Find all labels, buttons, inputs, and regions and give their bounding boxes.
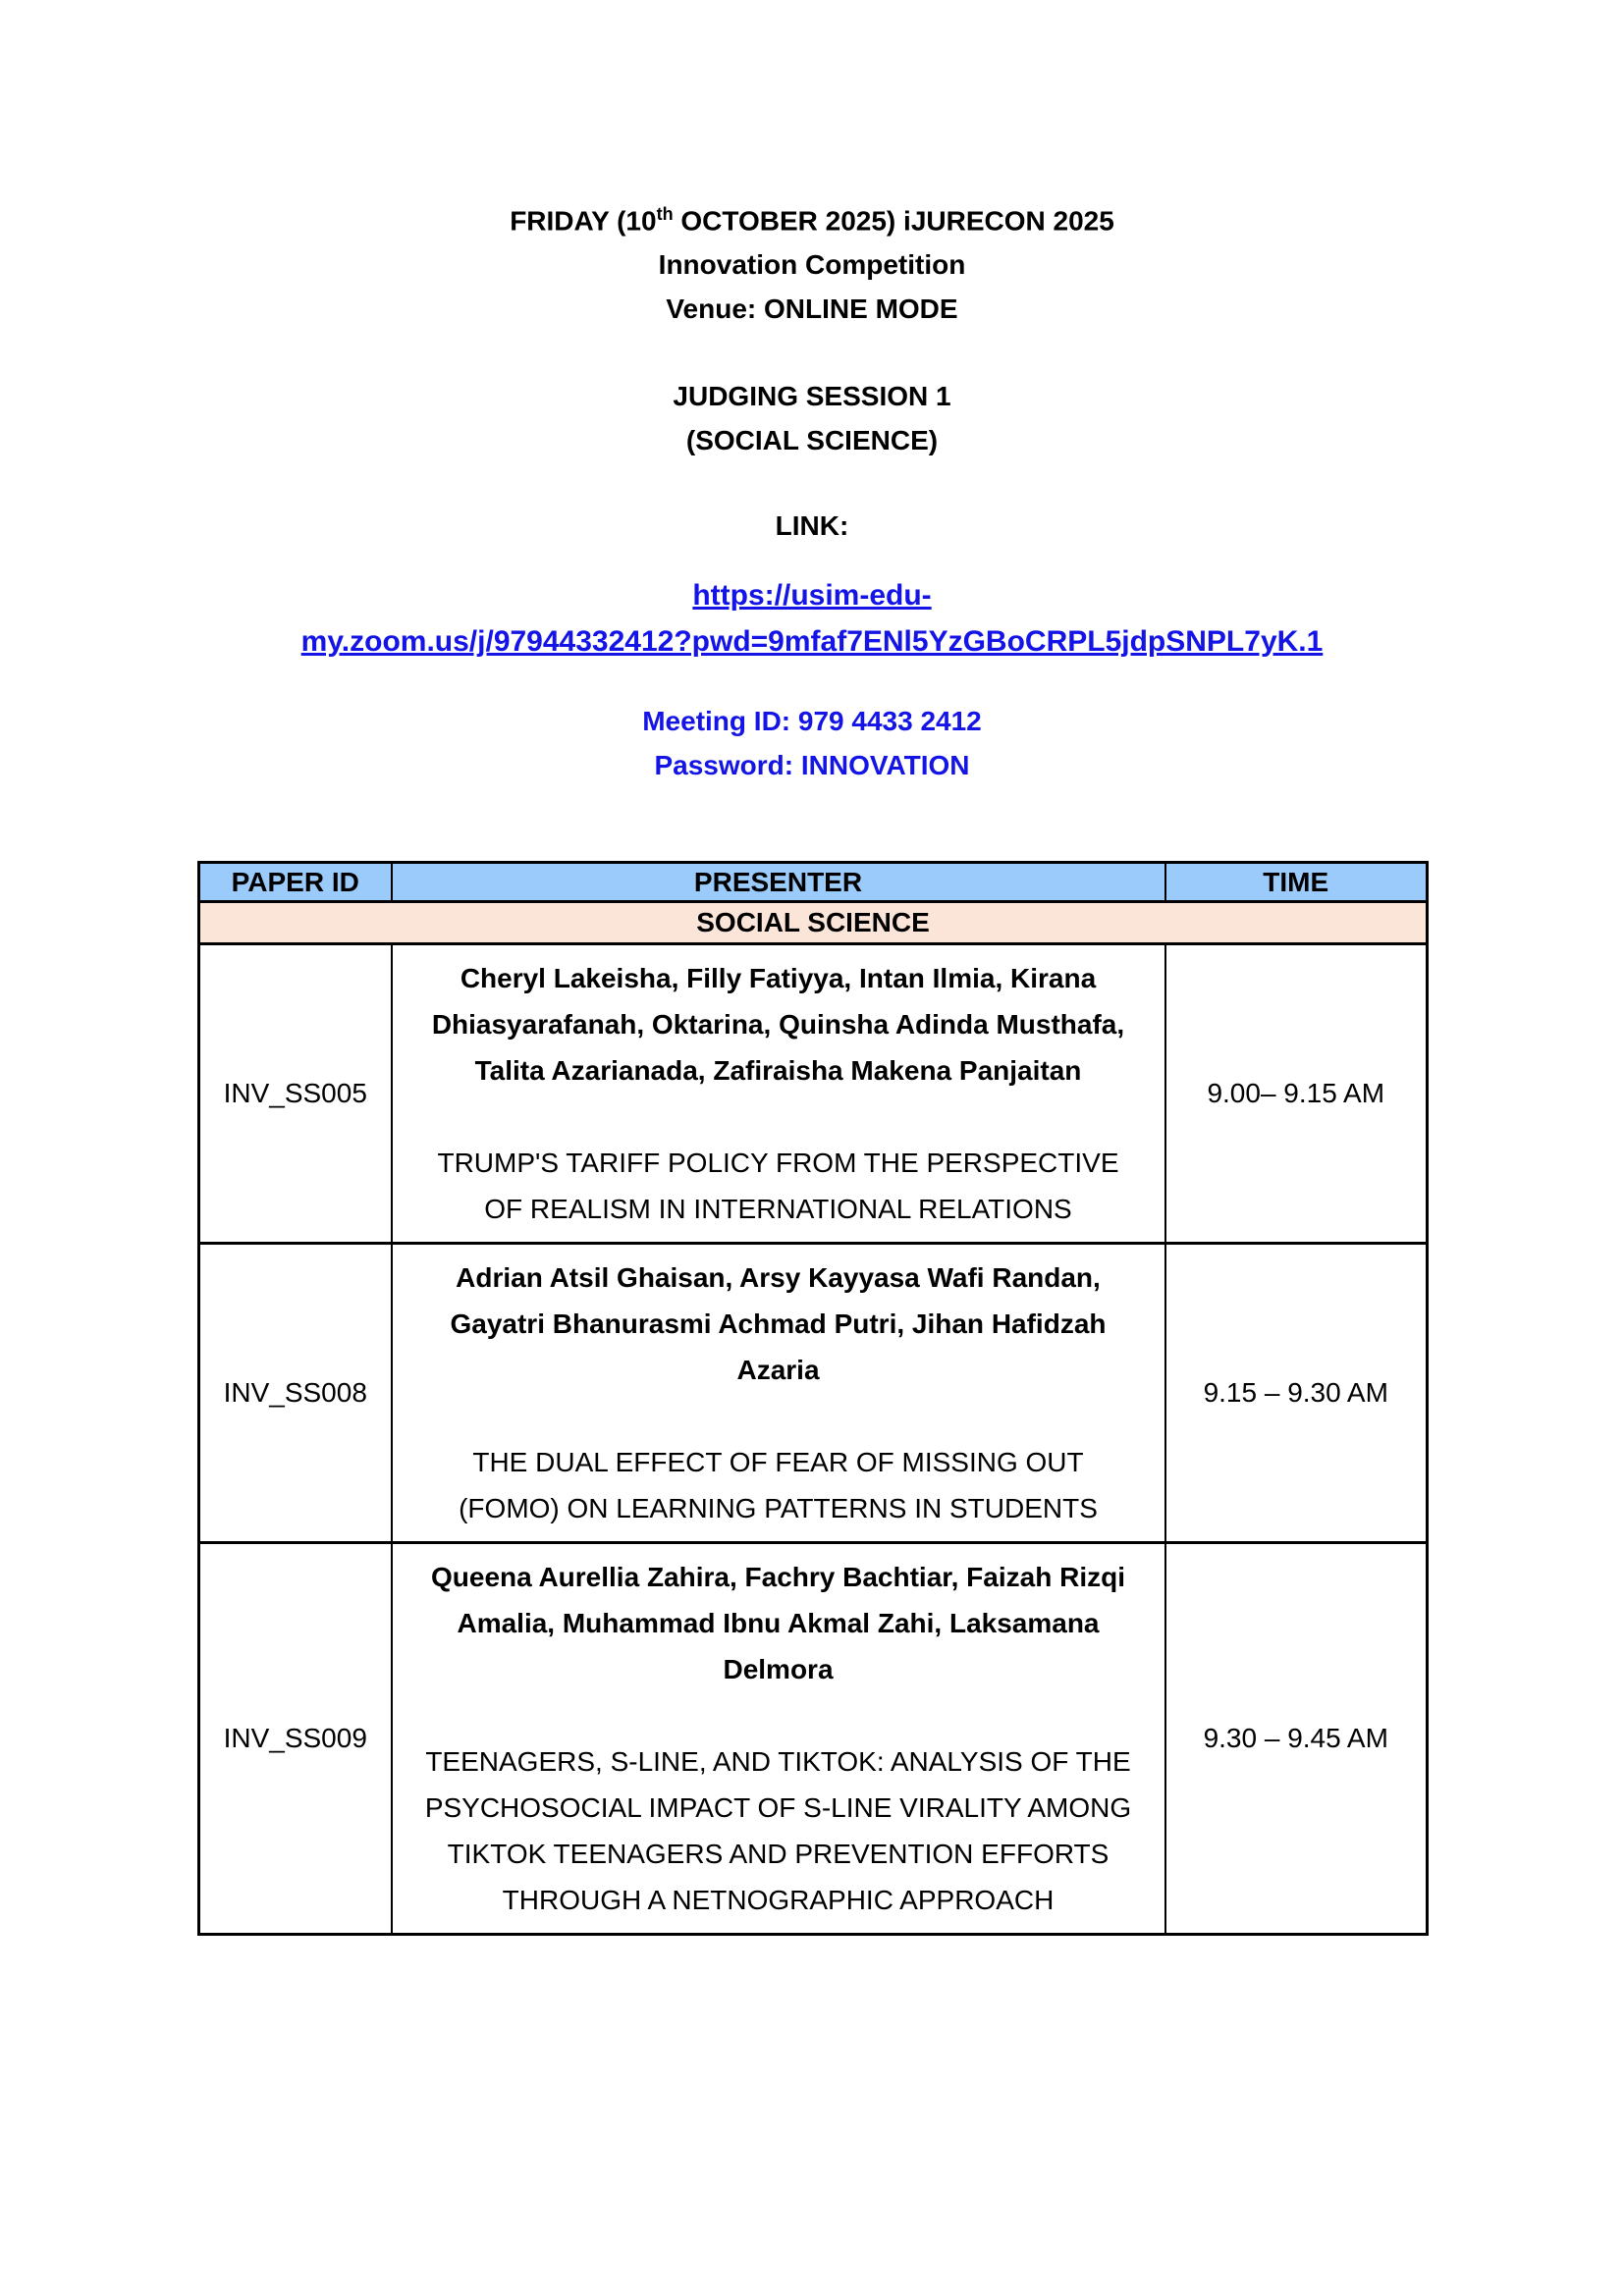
presenter-cell xyxy=(392,1244,1165,1543)
time-cell: 9.00– 9.15 AM xyxy=(1165,944,1428,1244)
table-row xyxy=(199,1543,1428,1935)
link-label: LINK: xyxy=(775,510,849,542)
time-cell: 9.30 – 9.45 AM xyxy=(1165,1543,1428,1935)
zoom-meeting-link-line1[interactable]: https://usim-edu- xyxy=(692,579,932,613)
presenter-cell xyxy=(392,944,1165,1244)
paper-id-cell: INV_SS008 xyxy=(199,1244,392,1543)
column-header-time: TIME xyxy=(1165,863,1428,902)
paper-title: TRUMP'S TARIFF POLICY FROM THE PERSPECTIVE OF REALISM IN INTERNATIONAL RELATIONS xyxy=(437,1148,1119,1225)
page-title-superscript: th xyxy=(656,204,674,224)
time-cell: 9.15 – 9.30 AM xyxy=(1165,1244,1428,1543)
section-header-row xyxy=(199,902,1428,944)
presenter-names: Queena Aurellia Zahira, Fachry Bachtiar, Faizah Rizqi Amalia, Muhammad Ibnu Akmal Zahi, Laksamana Delmora xyxy=(431,1562,1125,1685)
zoom-meeting-link-line2[interactable]: my.zoom.us/j/97944332412?pwd=9mfaf7ENl5YzGBoCRPL5jdpSNPL7yK.1 xyxy=(300,625,1324,659)
paper-title: TEENAGERS, S-LINE, AND TIKTOK: ANALYSIS OF THE PSYCHOSOCIAL IMPACT OF S-LINE VIRALITY AMONG TIKTOK TEENAGERS AND PREVENTION EFFORTS THROUGH A NETNOGRAPHIC APPROACH xyxy=(424,1746,1132,1916)
page-subtitle: Innovation Competition xyxy=(658,249,966,281)
session-title: JUDGING SESSION 1 xyxy=(673,381,951,412)
table-header-row xyxy=(199,863,1428,902)
judging-schedule-table xyxy=(197,861,1429,1936)
presenter-cell xyxy=(392,1543,1165,1935)
column-header-paper-id: PAPER ID xyxy=(199,863,392,902)
column-header-presenter: PRESENTER xyxy=(392,863,1165,902)
meeting-password-line: Password: INNOVATION xyxy=(654,750,970,781)
page-title-suffix: OCTOBER 2025) iJURECON 2025 xyxy=(673,205,1114,237)
presenter-names: Cheryl Lakeisha, Filly Fatiyya, Intan Ilmia, Kirana Dhiasyarafanah, Oktarina, Quinsha Adinda Musthafa, Talita Azarianada, Zafiraisha Makena Panjaitan xyxy=(431,963,1125,1087)
table-row xyxy=(199,944,1428,1244)
section-header-label: SOCIAL SCIENCE xyxy=(199,902,1428,944)
paper-id-cell: INV_SS005 xyxy=(199,944,392,1244)
zoom-meeting-link[interactable] xyxy=(0,572,1624,665)
page-title xyxy=(0,192,1624,242)
paper-title: THE DUAL EFFECT OF FEAR OF MISSING OUT (FOMO) ON LEARNING PATTERNS IN STUDENTS xyxy=(459,1447,1098,1524)
meeting-id-line: Meeting ID: 979 4433 2412 xyxy=(642,706,982,737)
page-title-prefix: FRIDAY (10 xyxy=(510,205,657,237)
table-row xyxy=(199,1244,1428,1543)
venue-line: Venue: ONLINE MODE xyxy=(666,294,958,325)
presenter-names: Adrian Atsil Ghaisan, Arsy Kayyasa Wafi Randan, Gayatri Bhanurasmi Achmad Putri, Jihan Hafidzah Azaria xyxy=(450,1262,1107,1386)
session-track: (SOCIAL SCIENCE) xyxy=(685,425,939,456)
paper-id-cell: INV_SS009 xyxy=(199,1543,392,1935)
